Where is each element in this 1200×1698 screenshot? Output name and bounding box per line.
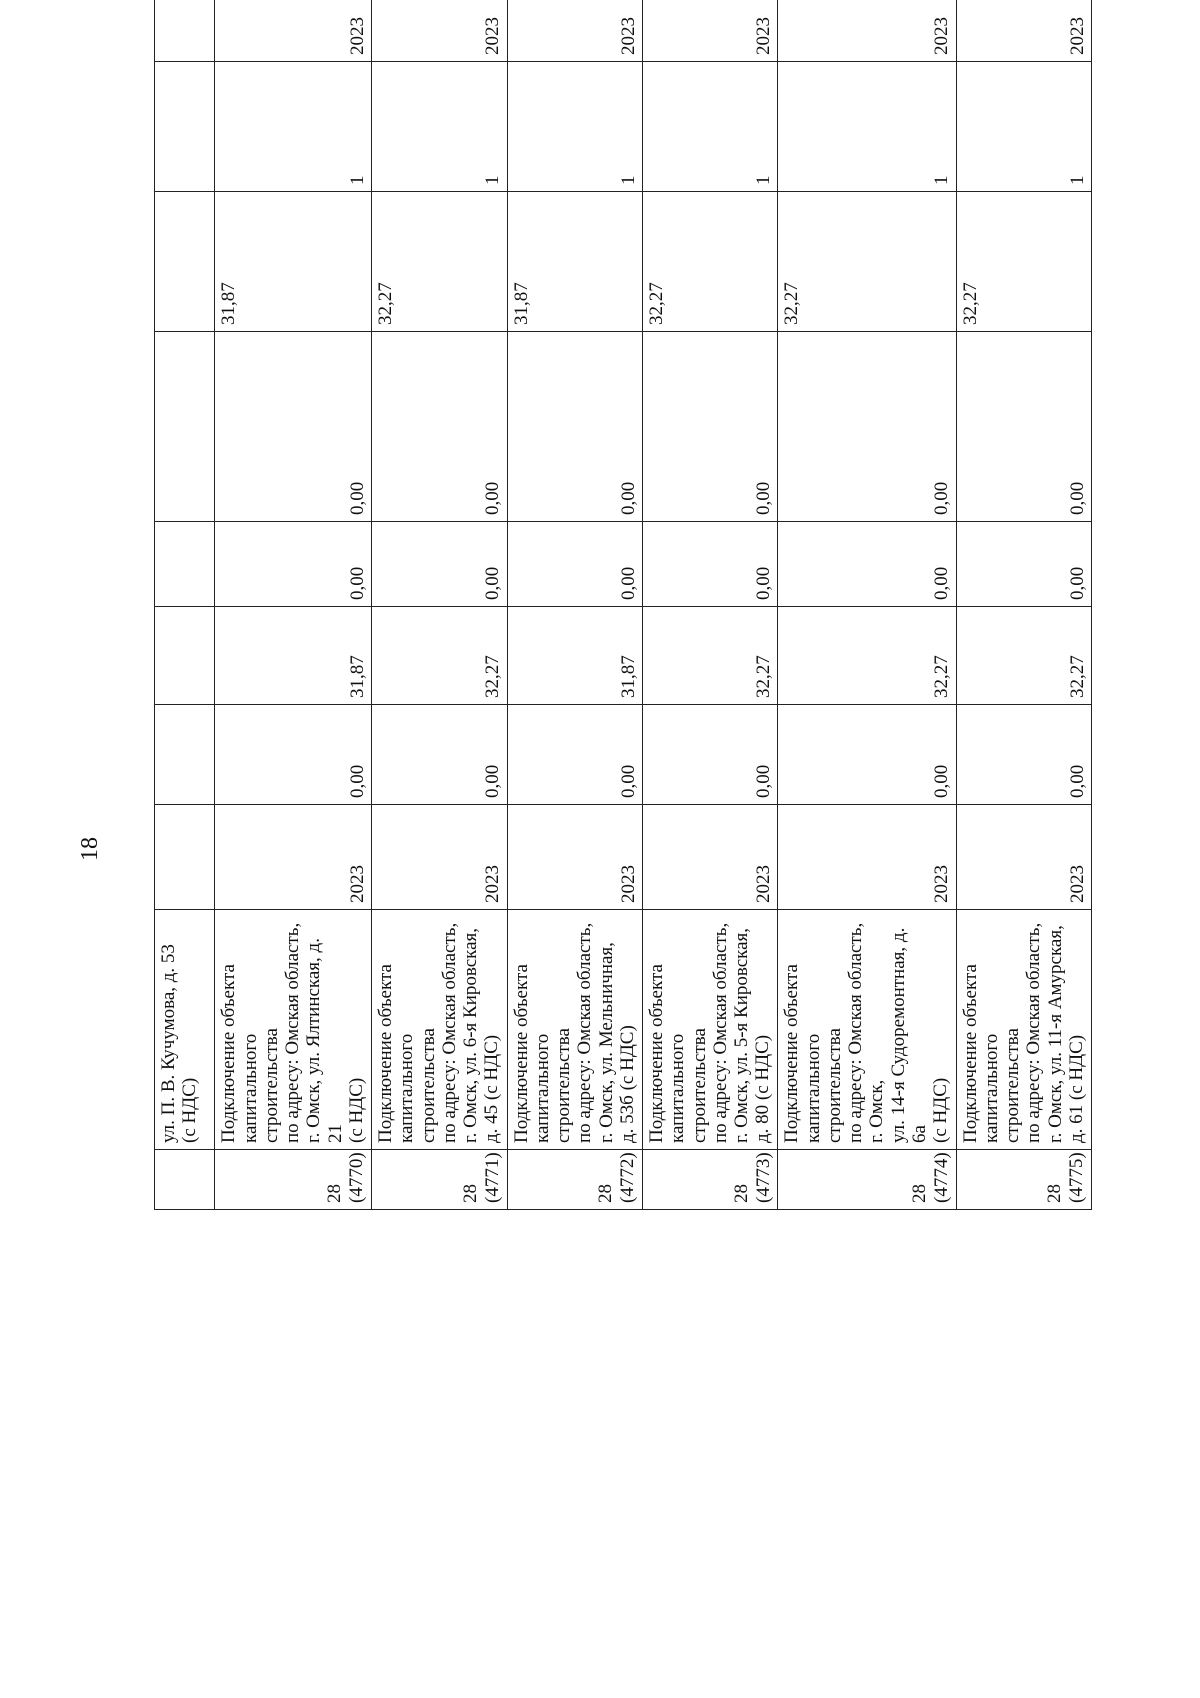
value-cell-5: 32,27: [372, 192, 507, 332]
value-cell-2: 32,27: [956, 607, 1091, 705]
row-number-cell: [507, 1150, 642, 1210]
row-description: Подключение объекта капитального строительства по адресу: Омская область, г. Омск, ул. Ялтинская, д. 21 (с НДС): [215, 910, 372, 1150]
value-cell-3: 0,00: [372, 522, 507, 607]
value-cell-4: 0,00: [372, 332, 507, 522]
start-year-cell: 2023: [215, 805, 372, 910]
value-cell-2: 31,87: [507, 607, 642, 705]
year-cell-a: 2023: [956, 0, 1091, 62]
page-number: 18: [77, 837, 103, 861]
quantity-cell: 1: [372, 62, 507, 192]
year-cell-a: 2023: [372, 0, 507, 62]
row-number-cell: [215, 1150, 372, 1210]
row-number: 28: [324, 1184, 346, 1203]
row-number-cell: [642, 1150, 777, 1210]
rotated-table-wrapper: [154, 17, 1092, 1210]
row-number-cell: [155, 1150, 215, 1210]
table-row: [507, 0, 642, 1210]
start-year-cell: 2023: [956, 805, 1091, 910]
value-cell-1: 0,00: [372, 705, 507, 805]
value-cell-3: 0,00: [642, 522, 777, 607]
table-row: [956, 0, 1091, 1210]
row-description: Подключение объекта капитального строительства по адресу: Омская область, г. Омск, ул. 11-я Амурская, д. 61 (с НДС): [956, 910, 1091, 1150]
value-cell-5: 32,27: [778, 192, 956, 332]
value-cell-1: 0,00: [778, 705, 956, 805]
row-code: (4774): [930, 1152, 952, 1203]
value-cell-4: 0,00: [778, 332, 956, 522]
table-row: [372, 0, 507, 1210]
start-year-cell: 2023: [642, 805, 777, 910]
row-description: Подключение объекта капитального строительства по адресу: Омская область, г. Омск, ул. 6-я Кировская, д. 45 (с НДС): [372, 910, 507, 1150]
table-row: [778, 0, 956, 1210]
value-cell-3: 0,00: [956, 522, 1091, 607]
value-cell-3: 0,00: [507, 522, 642, 607]
table-row: [215, 0, 372, 1210]
quantity-cell: 1: [215, 62, 372, 192]
value-cell-5: 32,27: [956, 192, 1091, 332]
row-code: (4772): [617, 1152, 639, 1203]
value-cell-5: 31,87: [215, 192, 372, 332]
value-cell-1: 0,00: [215, 705, 372, 805]
year-cell-a: 2023: [642, 0, 777, 62]
value-cell-4: 0,00: [956, 332, 1091, 522]
row-number: 28: [908, 1184, 930, 1203]
quantity-cell: 1: [507, 62, 642, 192]
value-cell-4: 0,00: [642, 332, 777, 522]
row-number: 28: [459, 1184, 481, 1203]
row-description: Подключение объекта капитального строительства по адресу: Омская область, г. Омск, ул. 14-я Судоремонтная, д. 6а (с НДС): [778, 910, 956, 1150]
start-year-cell: 2023: [372, 805, 507, 910]
row-number: 28: [1044, 1184, 1066, 1203]
table-body: [155, 0, 1092, 1210]
row-description: Подключение объекта капитального строительства по адресу: Омская область, г. Омск, ул. 5-я Кировская, д. 80 (с НДС): [642, 910, 777, 1150]
row-code: (4771): [481, 1152, 503, 1203]
row-number-cell: [778, 1150, 956, 1210]
year-cell-a: 2023: [215, 0, 372, 62]
row-code: (4775): [1066, 1152, 1088, 1203]
year-cell-a: 2023: [507, 0, 642, 62]
year-cell-a: 2023: [778, 0, 956, 62]
value-cell-2: 32,27: [778, 607, 956, 705]
value-cell-4: 0,00: [507, 332, 642, 522]
quantity-cell: 1: [642, 62, 777, 192]
table-row: [642, 0, 777, 1210]
value-cell-1: 0,00: [507, 705, 642, 805]
row-number: 28: [595, 1184, 617, 1203]
value-cell-5: 31,87: [507, 192, 642, 332]
row-code: (4773): [752, 1152, 774, 1203]
quantity-cell: 1: [778, 62, 956, 192]
row-number-cell: [372, 1150, 507, 1210]
row-number-cell: [956, 1150, 1091, 1210]
value-cell-2: 32,27: [642, 607, 777, 705]
value-cell-5: 32,27: [642, 192, 777, 332]
row-description: Подключение объекта капитального строительства по адресу: Омская область, г. Омск, ул. Мельничная, д. 53б (с НДС): [507, 910, 642, 1150]
value-cell-3: 0,00: [778, 522, 956, 607]
row-code: (4770): [346, 1152, 368, 1203]
value-cell-1: 0,00: [642, 705, 777, 805]
investment-program-table: [154, 0, 1092, 1210]
row-number: 28: [730, 1184, 752, 1203]
value-cell-1: 0,00: [956, 705, 1091, 805]
table-row-continuation: [155, 0, 215, 1210]
value-cell-2: 32,27: [372, 607, 507, 705]
value-cell-3: 0,00: [215, 522, 372, 607]
row-description: ул. П. В. Кучумова, д. 53 (с НДС): [155, 910, 215, 1150]
start-year-cell: 2023: [507, 805, 642, 910]
value-cell-4: 0,00: [215, 332, 372, 522]
quantity-cell: 1: [956, 62, 1091, 192]
value-cell-2: 31,87: [215, 607, 372, 705]
start-year-cell: 2023: [778, 805, 956, 910]
